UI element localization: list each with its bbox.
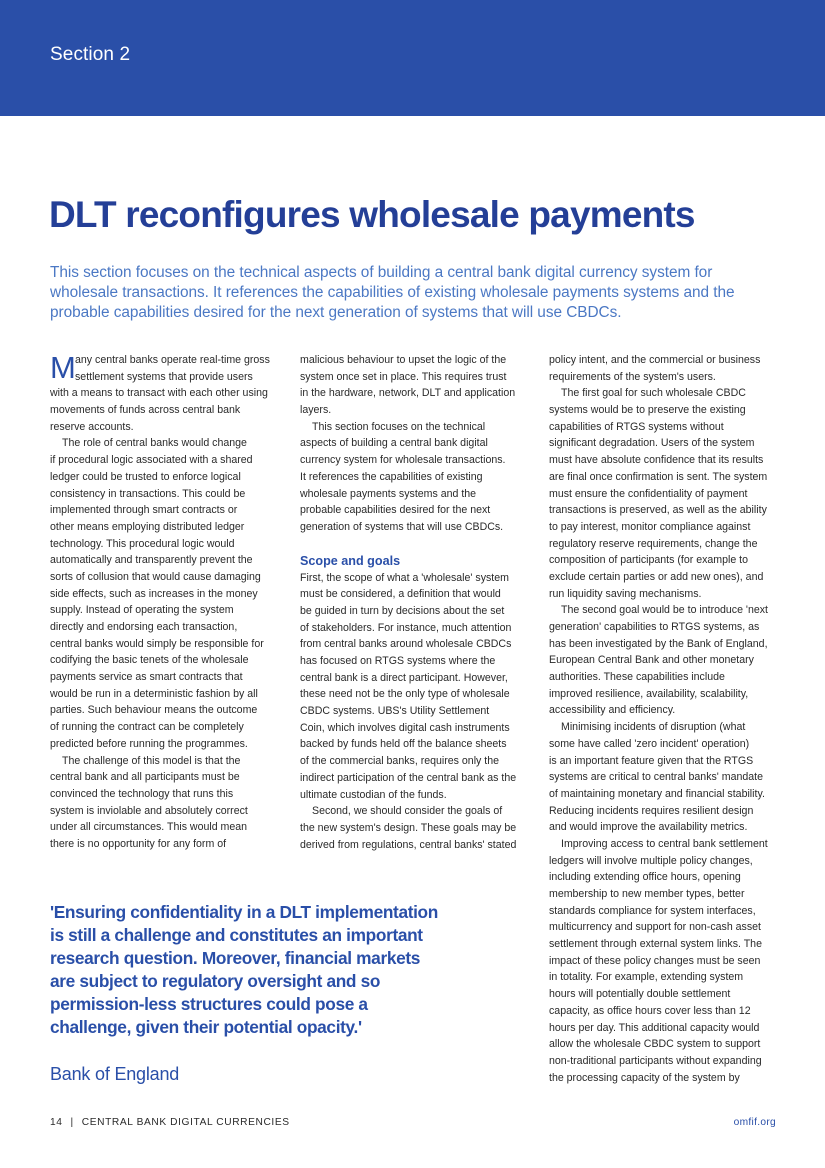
body-text-line: supply. Instead of operating the system	[50, 604, 234, 617]
body-text-line: multicurrency and support for non-cash asset	[549, 921, 761, 934]
section-label: Section 2	[50, 44, 131, 65]
quote-line: research question. Moreover, financial markets	[50, 948, 421, 968]
body-text-line: accessibility and efficiency.	[549, 704, 676, 717]
body-text-line: central banks would simply be responsible for	[50, 637, 264, 650]
body-text-line: are final once confirmation is sent. The system	[549, 470, 768, 483]
body-text-line: First, the scope of what a 'wholesale' system	[300, 571, 509, 584]
footer-site-link[interactable]: omfif.org	[733, 1117, 776, 1128]
body-text-line: implemented through smart contracts or	[50, 504, 238, 517]
body-text-line: settlement through external system links. The	[549, 938, 762, 951]
body-text-line: convinced the technology that runs this	[50, 787, 234, 800]
body-text-line: aspects of building a central bank digital	[300, 437, 488, 450]
body-text-line: from central banks around wholesale CBDCs	[300, 638, 512, 651]
body-text-line: ultimate custodian of the funds.	[300, 788, 447, 801]
body-text-line: requirements of the system's users.	[549, 370, 716, 383]
body-text-line: including extending office hours, opening	[549, 871, 741, 884]
body-text-line: Improving access to central bank settlement	[561, 837, 768, 850]
body-text-line: allow the wholesale CBDC system to support	[549, 1038, 761, 1051]
body-text-line: is an important feature given that the RTGS	[549, 754, 754, 767]
body-text-line: capabilities of RTGS systems without	[549, 420, 724, 433]
body-text-line: authorities. These capabilities include	[549, 671, 725, 684]
body-text-line: these need not be the only type of wholesale	[300, 688, 510, 701]
body-text-line: The first goal for such wholesale CBDC	[561, 387, 746, 400]
body-text-line: CBDC systems. UBS's Utility Settlement	[300, 705, 490, 718]
pull-quote	[50, 901, 490, 1039]
body-text-line: in totality. For example, extending system	[549, 971, 744, 984]
body-text-line: improved resilience, availability, scalability,	[549, 687, 749, 700]
body-text-line: under all circumstances. This would mean	[50, 821, 248, 834]
body-text-line: there is no opportunity for any form of	[50, 837, 227, 850]
body-text-line: to pay interest, monitor compliance against	[549, 520, 751, 533]
body-text-line: The role of central banks would change	[62, 437, 247, 450]
body-text-line: the new system's design. These goals may be	[300, 821, 517, 834]
body-text-line: side effects, such as increases in the money	[50, 587, 258, 600]
body-text-line: and would improve the availability metrics.	[549, 821, 748, 834]
body-text-line: Coin, which involves digital cash instruments	[300, 721, 510, 734]
body-text-line: in the hardware, network, DLT and application	[300, 387, 516, 400]
body-text-line: hours per day. This additional capacity would	[549, 1021, 760, 1034]
body-text-line: must ensure the confidentiality of payment	[549, 487, 748, 500]
body-text-line: must have absolute confidence that its results	[549, 454, 764, 467]
body-text-line: movements of funds across central bank	[50, 404, 241, 417]
body-text-line: layers.	[300, 404, 332, 417]
page-title: DLT reconfigures wholesale payments	[49, 194, 695, 235]
quote-line: permission-less structures could pose a	[50, 994, 368, 1014]
intro-line: probable capabilities desired for the next generation of systems that will use CBDCs.	[50, 304, 622, 321]
body-text-line: be guided in turn by decisions about the set	[300, 604, 505, 617]
body-text-line: codifying the basic tenets of the wholesale	[50, 654, 249, 667]
quote-line: 'Ensuring confidentiality in a DLT implementation	[50, 902, 438, 922]
body-text-line: backed by funds held off the balance sheets	[300, 738, 507, 751]
body-text-line: consistency in transactions. This could be	[50, 487, 246, 500]
body-column-2	[300, 352, 532, 853]
intro-paragraph	[50, 263, 785, 323]
body-text-line: would be run in a deterministic fashion by all	[50, 687, 258, 700]
spacer	[300, 536, 532, 550]
body-text-line: must be considered, a definition that would	[300, 588, 501, 601]
body-text-line: sorts of collusion that would cause damaging	[50, 570, 261, 583]
body-text-line: some have called 'zero incident' operation)	[549, 737, 750, 750]
body-text-line: exclude certain parties or add new ones), and	[549, 570, 764, 583]
footer-folio	[50, 1117, 290, 1128]
body-text-line: probable capabilities desired for the next	[300, 504, 491, 517]
body-text-line: central bank is a direct participant. However,	[300, 671, 508, 684]
body-text-line: malicious behaviour to upset the logic of the	[300, 354, 507, 366]
body-text-line: This section focuses on the technical	[312, 420, 486, 433]
body-text-line: The second goal would be to introduce 'next	[561, 604, 768, 617]
body-text-line: directly and endorsing each transaction,	[50, 621, 238, 633]
body-text-line: wholesale payments systems and the	[300, 487, 477, 500]
footer-separator: |	[70, 1117, 74, 1128]
subheading: Scope and goals	[300, 553, 401, 568]
body-text-line: ledgers will involve multiple policy changes,	[549, 854, 753, 867]
quote-line: challenge, given their potential opacity.'	[50, 1017, 362, 1037]
body-text-line: settlement systems that provide users	[75, 370, 253, 383]
body-text-line: policy intent, and the commercial or business	[549, 354, 761, 366]
body-column-1	[50, 352, 282, 853]
body-text-line: system is inviolable and absolutely correct	[50, 804, 248, 817]
body-text-line: It references the capabilities of existing	[300, 470, 483, 483]
body-text-line: transactions is preserved, as well as the ability	[549, 504, 767, 517]
publication-name: CENTRAL BANK DIGITAL CURRENCIES	[81, 1117, 290, 1128]
section-header-band	[0, 0, 825, 116]
body-text-line: automatically and transparently prevent the	[50, 554, 253, 567]
body-text-line: reserve accounts.	[50, 420, 134, 433]
body-text-line: Second, we should consider the goals of	[312, 805, 503, 818]
body-text-line: indirect participation of the central bank as the	[300, 771, 517, 784]
body-text-line: with a means to transact with each other using	[50, 387, 268, 400]
body-text-line: European Central Bank and other monetary	[549, 654, 754, 667]
body-text-line: run liquidity saving mechanisms.	[549, 587, 702, 600]
quote-source: Bank of England	[50, 1064, 180, 1084]
body-text-line: generation of systems that will use CBDCs.	[300, 520, 504, 533]
body-text-line: Minimising incidents of disruption (what	[561, 721, 746, 734]
body-text-line: ledger could be trusted to enforce logical	[50, 470, 241, 483]
body-text-line: technology. This procedural logic would	[50, 537, 235, 550]
body-text-line: impact of these policy changes must be seen	[549, 954, 761, 967]
body-text-line: payments service as smart contracts that	[50, 671, 243, 684]
body-text-line: systems would be to preserve the existing	[549, 404, 746, 417]
intro-line: wholesale transactions. It references the capabilities of existing wholesale payments systems and the	[50, 284, 735, 301]
body-text-line: derived from regulations, central banks' stated	[300, 838, 517, 851]
body-text-line: of the commercial banks, requires only the	[300, 755, 500, 768]
quote-line: is still a challenge and constitutes an important	[50, 925, 423, 945]
body-text-line: other means employing distributed ledger	[50, 520, 245, 533]
body-text-line: of stakeholders. For instance, much attention	[300, 621, 512, 634]
body-text-line: membership to new member types, better	[549, 888, 745, 900]
body-text-line: any central banks operate real-time gross	[75, 354, 270, 366]
drop-cap: M	[50, 350, 76, 385]
body-text-line: significant degradation. Users of the system	[549, 437, 755, 450]
body-text-line: regulatory reserve requirements, change the	[549, 537, 758, 550]
body-text-line: predicted before running the programmes.	[50, 737, 248, 750]
quote-line: are subject to regulatory oversight and so	[50, 971, 381, 991]
body-text-line: of maintaining monetary and financial stability.	[549, 787, 765, 800]
body-text-line: hours will potentially double settlement	[549, 988, 731, 1001]
body-text-line: has focused on RTGS systems where the	[300, 655, 496, 667]
body-text-line: systems are critical to central banks' mandate	[549, 771, 763, 784]
body-text-line: of running the contract can be completely	[50, 721, 244, 734]
body-text-line: parties. Such behaviour means the outcome	[50, 704, 258, 717]
body-text-line: standards compliance for system interfaces,	[549, 904, 756, 917]
body-text-line: composition of participants (for example to	[549, 554, 749, 567]
body-text-line: currency system for wholesale transactions.	[300, 454, 506, 467]
body-text-line: capacity, as office hours cover less than 12	[549, 1004, 751, 1017]
page-number: 14	[50, 1117, 63, 1128]
intro-line: This section focuses on the technical aspects of building a central bank digital currency system for	[50, 264, 713, 281]
body-text-line: central bank and all participants must be	[50, 771, 240, 784]
body-text-line: Reducing incidents requires resilient design	[549, 804, 754, 817]
body-text-line: generation' capabilities to RTGS systems, as	[549, 621, 760, 633]
body-text-line: if procedural logic associated with a shared	[50, 454, 253, 467]
body-text-line: non-traditional participants without expanding	[549, 1054, 762, 1067]
body-text-line: The challenge of this model is that the	[62, 754, 241, 767]
body-text-line: the processing capacity of the system by	[549, 1071, 740, 1084]
body-text-line: has been investigated by the Bank of England,	[549, 637, 768, 650]
body-text-line: system once set in place. This requires trust	[300, 370, 507, 383]
body-column-3	[549, 352, 781, 1086]
